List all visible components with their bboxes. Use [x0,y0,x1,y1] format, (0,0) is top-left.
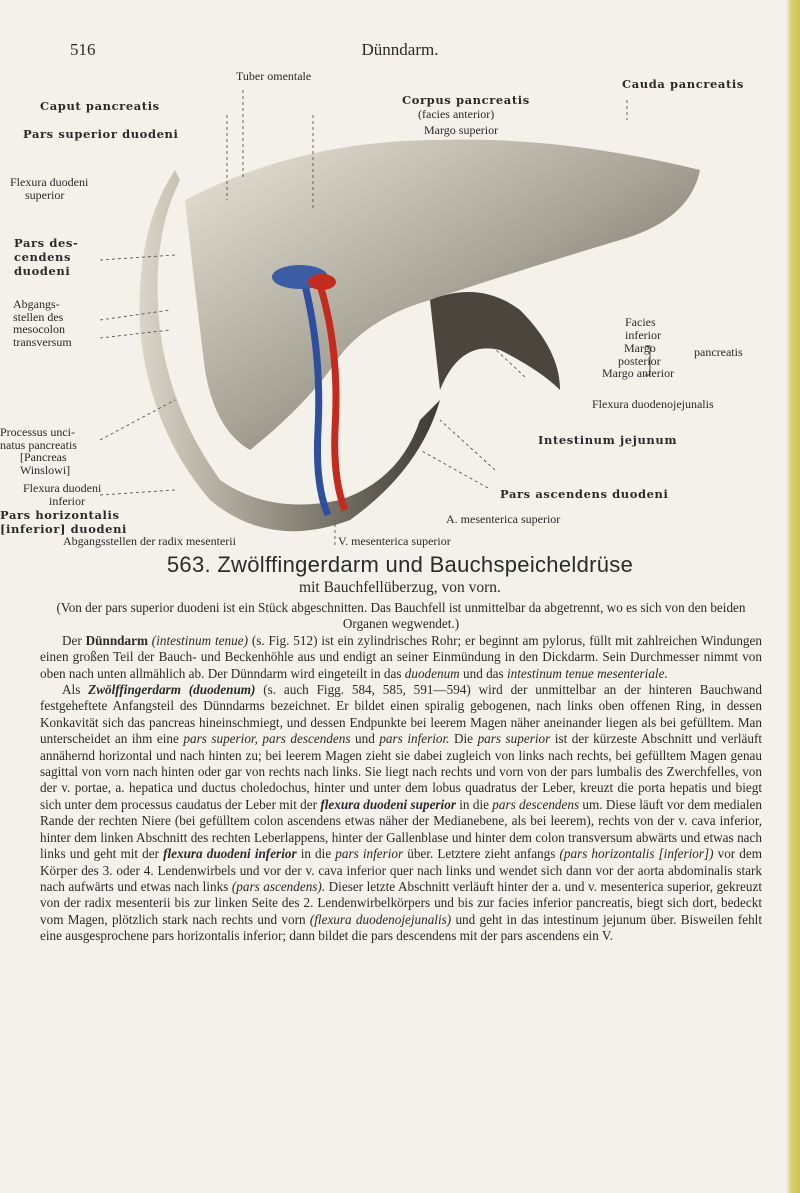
figure-caption-subtitle: mit Bauchfellüberzug, von vorn. [299,579,501,596]
label-flexura-duodenojejunalis: Flexura duodenojejunalis [592,397,714,411]
label-flexura-duodeni-inferior: Flexura duodeni inferior [23,481,102,508]
label-pars-superior-duodeni: Pars superior duodeni [23,127,179,141]
label-pars-descendens-duodeni: Pars des- cendens duodeni [14,236,79,278]
page-header [0,40,800,64]
duodenum-pancreas-illustration [0,70,800,570]
body-text [40,600,762,945]
label-pars-horizontalis: Pars horizontalis [inferior] duodeni [0,508,127,536]
label-tuber-omentale: Tuber omentale [236,69,312,83]
label-flexura-duodeni-superior: Flexura duodeni superior [10,175,89,202]
anatomical-figure [0,70,800,570]
paragraph-duenndarm: Der Dünndarm (intestinum tenue) (s. Fig. 512) ist ein zylindrisches Rohr; er beginnt am pylorus, füllt mit zahlreichen Windungen einen großen Teil der Bauch- und Beckenhöhle aus und endigt an seiner Einmündung in den Dickdarm. Sein Durchmesser nimmt von oben nach unten allmählich ab. Der Dünndarm wird eingeteilt in das duodenum und das intestinum tenue mesenteriale. [40,632,762,681]
label-corpus-pancreatis: Corpus pancreatis [402,93,530,107]
label-margo-posterior: Margo posterior [618,341,661,368]
label-a-mesenterica: A. mesenterica superior [446,512,561,526]
jejunum-shape [430,292,560,390]
label-v-mesenterica: V. mesenterica superior [338,534,451,548]
figure-note: (Von der pars superior duodeni ist ein Stück abgeschnitten. Das Bauchfell ist unmittelbar da abgetrennt, wo es sich von den beiden Organen wegwendet.) [56,600,746,632]
label-pars-ascendens: Pars ascendens duodeni [500,487,669,501]
label-cauda-pancreatis: Cauda pancreatis [622,77,744,91]
page-number: 516 [70,40,96,59]
label-pancreatis: pancreatis [694,345,743,359]
label-margo-anterior: Margo anterior [602,366,675,380]
figure-caption-title: 563. Zwölffingerdarm und Bauchspeicheldrüse [166,552,634,577]
vessel-cut-red [308,274,336,290]
label-margo-superior: Margo superior [424,123,499,137]
label-facies-inferior: Facies inferior [625,315,661,342]
label-facies-anterior: (facies anterior) [418,107,495,121]
label-intestinum-jejunum: Intestinum jejunum [538,433,678,447]
paragraph-zwoelffingerdarm: Als Zwölffingerdarm (duodenum) (s. auch Figg. 584, 585, 591—594) wird der unmittelbar an der hinteren Bauchwand festgeheftete Anfangsteil des Dünndarms bezeichnet. Er bildet einen spiralig gebogenen, nach links oben offenen Ring, in dessen Konkavität sich das pancreas hineinschmiegt, und dessen Endpunkte bei leerem Magen näher aneinander liegen als bei gefülltem. Man unterscheidet an ihm eine pars superior, pars descendens und pars inferior. Die pars superior ist der kürzeste Abschnitt und verläuft annähernd horizontal und nach hinten zu; bei leerem Magen zieht sie dabei zugleich von links nach rechts, bei gefülltem Magen genau sagittal von vorn nach hinten oder gar von rechts nach links. Sie liegt nach rechts und vorn von der pars lumbalis des Zwerchfelles, von der v. portae, a. hepatica und ductus choledochus, hinter und unter dem lobus quadratus der Leber, kreuzt die porta hepatis und biegt sich unter dem processus caudatus der Leber mit der flexura duodeni superior in die pars descendens um. Diese läuft vor dem medialen Rande der rechten Niere (bei gefülltem colon ascendens etwas näher der Medianebene, als bei leerem), rechts von der v. cava inferior, hinter dem linken Abschnitt des rechten Leberlappens, hinter der Gallenblase und hinter dem colon transversum abwärts und etwas nach links und geht mit der flexura duodeni inferior in die pars inferior über. Letztere zieht anfangs (pars horizontalis [inferior]) vor dem Körper des 3. oder 4. Lendenwirbels und vor der v. cava inferior quer nach links und wendet sich dann vor der aorta abdominalis stark nach aufwärts und etwas nach links (pars ascendens). Dieser letzte Abschnitt verläuft hinter der a. und v. mesenterica superior, gekreuzt von der radix mesenterii bis zur linken Seite des 2. Lendenwirbelkörpers und bis zur facies inferior pancreatis, biegt sich dort, bedeckt vom Magen, plötzlich stark nach rechts und vorn (flexura duodenojejunalis) und geht in das intestinum jejunum über. Bisweilen fehlt eine ausgesprochene pars horizontalis inferior; dann bildet die pars descendens mit der pars ascendens ein V. [40,682,763,944]
running-title: Dünndarm. [361,40,439,59]
label-processus-uncinatus: Processus unci- natus pancreatis [Pancreas Winslowi] [0,425,77,477]
label-caput-pancreatis: Caput pancreatis [40,99,160,113]
label-abgangsstellen-mesocolon: Abgangs- stellen des mesocolon transversum [13,297,72,349]
label-abgangsstellen-radix: Abgangsstellen der radix mesenterii [63,534,236,548]
